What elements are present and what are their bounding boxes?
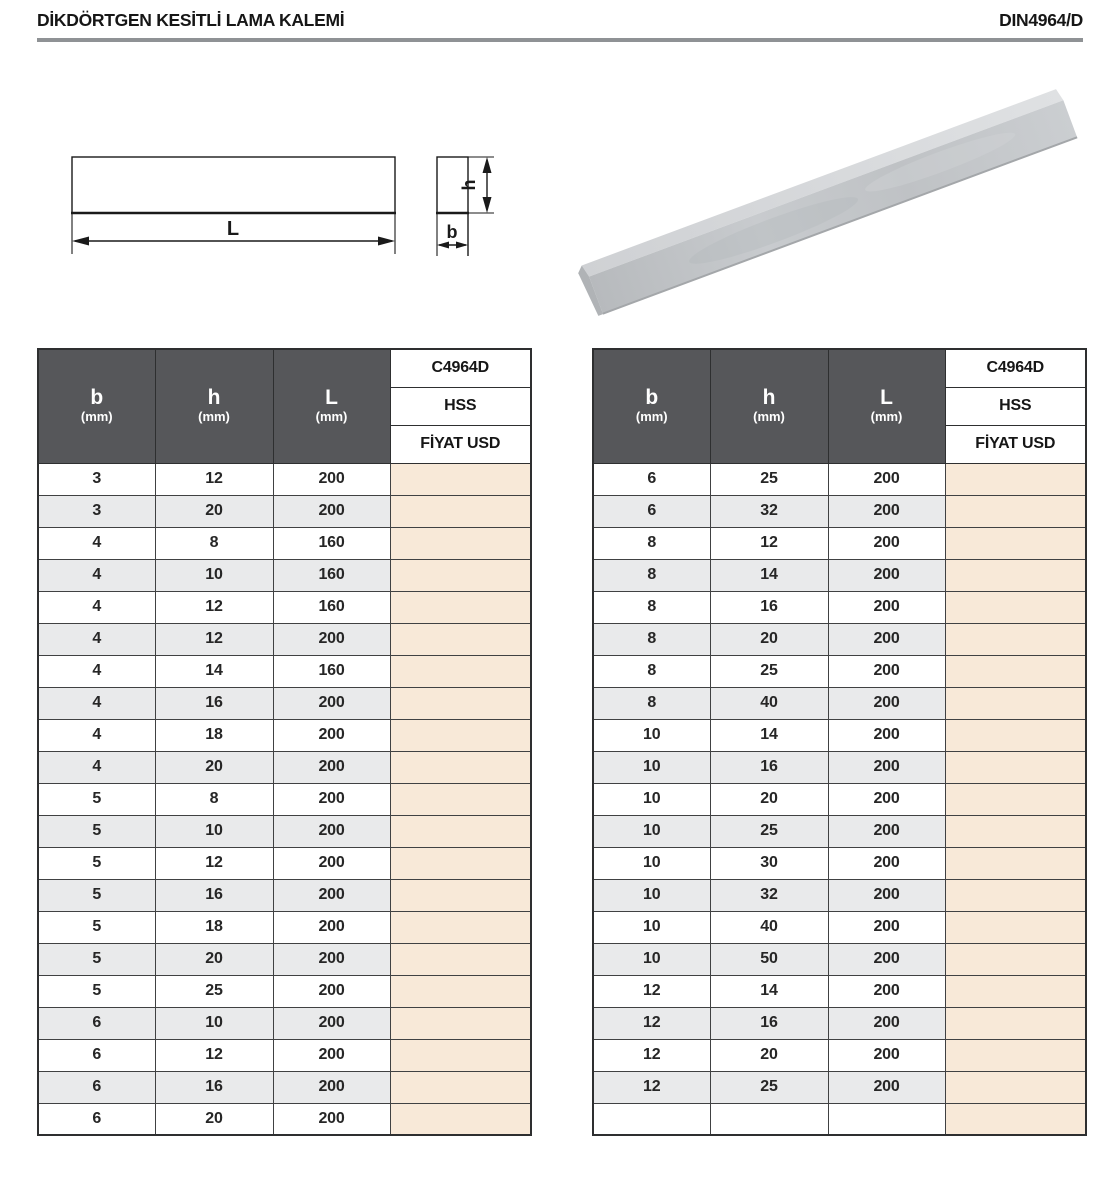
dimension-cell: 200 — [273, 1103, 390, 1135]
dimension-cell: 200 — [273, 847, 390, 879]
table-row — [38, 879, 531, 911]
price-cell — [390, 591, 531, 623]
price-cell — [390, 815, 531, 847]
dimension-cell: 4 — [38, 751, 155, 783]
dimension-cell: 200 — [828, 1071, 945, 1103]
dimension-cell: 20 — [155, 1103, 273, 1135]
table-row — [38, 623, 531, 655]
column-label-h: h — [762, 386, 776, 410]
table-row — [593, 751, 1086, 783]
price-cell — [945, 879, 1086, 911]
price-cell — [945, 815, 1086, 847]
dimension-cell: 16 — [710, 591, 828, 623]
dimension-cell: 200 — [273, 495, 390, 527]
price-usd-label: FİYAT USD — [390, 425, 531, 463]
price-cell — [390, 751, 531, 783]
price-cell — [945, 1039, 1086, 1071]
dimension-cell: 30 — [710, 847, 828, 879]
price-cell — [390, 847, 531, 879]
table-row — [38, 1103, 531, 1135]
table-row — [593, 879, 1086, 911]
price-cell — [390, 719, 531, 751]
column-label-b: b — [90, 386, 104, 410]
dimension-cell: 200 — [273, 911, 390, 943]
price-cell — [945, 559, 1086, 591]
column-header-b — [38, 349, 155, 463]
price-cell — [945, 623, 1086, 655]
dimension-cell: 4 — [38, 527, 155, 559]
dimension-cell: 20 — [155, 943, 273, 975]
dimension-cell: 25 — [710, 463, 828, 495]
dim-label-b: b — [446, 222, 458, 242]
dimension-cell: 50 — [710, 943, 828, 975]
table-row — [593, 527, 1086, 559]
dimension-cell: 8 — [593, 623, 710, 655]
dimension-cell: 160 — [273, 527, 390, 559]
dimension-cell: 200 — [828, 1039, 945, 1071]
column-unit-L: (mm) — [315, 409, 348, 425]
table-row — [38, 591, 531, 623]
dimension-cell: 200 — [273, 943, 390, 975]
dimension-cell: 200 — [828, 463, 945, 495]
price-cell — [945, 591, 1086, 623]
dimension-cell: 16 — [155, 879, 273, 911]
dimension-cell: 200 — [828, 879, 945, 911]
table-row — [38, 527, 531, 559]
table-row — [38, 783, 531, 815]
dimension-cell: 8 — [593, 527, 710, 559]
dimension-cell: 6 — [38, 1007, 155, 1039]
column-header-L — [828, 349, 945, 463]
dimension-cell: 5 — [38, 879, 155, 911]
dimension-cell: 14 — [710, 975, 828, 1007]
price-cell — [390, 783, 531, 815]
dimension-cell: 200 — [273, 687, 390, 719]
dimension-cell: 20 — [155, 751, 273, 783]
dimension-cell: 5 — [38, 783, 155, 815]
dimension-cell: 160 — [273, 655, 390, 687]
dimension-cell: 8 — [155, 783, 273, 815]
dimension-cell: 200 — [273, 1007, 390, 1039]
dimension-cell: 160 — [273, 559, 390, 591]
dimension-cell: 8 — [593, 559, 710, 591]
table-row — [593, 1103, 1086, 1135]
dimension-cell: 160 — [273, 591, 390, 623]
table-row — [38, 1039, 531, 1071]
price-cell — [945, 1007, 1086, 1039]
price-cell — [390, 975, 531, 1007]
table-row — [593, 623, 1086, 655]
dimension-cell: 6 — [593, 463, 710, 495]
table-row — [593, 655, 1086, 687]
dimension-cell: 14 — [710, 559, 828, 591]
column-unit-b: (mm) — [80, 409, 113, 425]
dimension-cell: 200 — [273, 463, 390, 495]
dimension-cell: 10 — [155, 559, 273, 591]
dimension-cell: 32 — [710, 495, 828, 527]
standard-code: DIN4964/D — [999, 10, 1083, 30]
price-cell — [945, 911, 1086, 943]
dim-label-L: L — [226, 218, 240, 240]
dimension-cell: 10 — [593, 879, 710, 911]
dimension-cell: 5 — [38, 975, 155, 1007]
dimension-cell: 40 — [710, 687, 828, 719]
dimension-cell: 16 — [155, 687, 273, 719]
table-body — [38, 463, 531, 1135]
dimension-cell: 12 — [593, 1039, 710, 1071]
material-label: HSS — [390, 387, 531, 425]
price-cell — [945, 463, 1086, 495]
price-cell — [390, 1071, 531, 1103]
figure-area — [37, 42, 1083, 348]
price-cell — [390, 943, 531, 975]
price-cell — [945, 847, 1086, 879]
dimension-cell: 200 — [273, 1039, 390, 1071]
page-title: DİKDÖRTGEN KESİTLİ LAMA KALEMİ — [37, 10, 345, 30]
spec-table-right — [592, 348, 1087, 1136]
table-row — [593, 591, 1086, 623]
table-row — [38, 1071, 531, 1103]
dimension-cell: 200 — [828, 943, 945, 975]
dimension-cell: 200 — [828, 1007, 945, 1039]
dimension-cell: 8 — [593, 655, 710, 687]
table-row — [593, 783, 1086, 815]
column-label-L: L — [325, 386, 338, 410]
dimension-cell: 25 — [155, 975, 273, 1007]
dimension-cell: 200 — [273, 783, 390, 815]
price-cell — [390, 527, 531, 559]
price-cell — [945, 1071, 1086, 1103]
dimension-cell: 25 — [710, 655, 828, 687]
price-cell — [390, 463, 531, 495]
dimension-cell: 200 — [828, 783, 945, 815]
tool-bar-blank — [576, 88, 1077, 317]
price-cell — [945, 751, 1086, 783]
dimension-cell: 5 — [38, 911, 155, 943]
product-code: C4964D — [390, 349, 531, 387]
price-cell — [390, 1007, 531, 1039]
price-cell — [390, 623, 531, 655]
dimension-cell: 5 — [38, 815, 155, 847]
dimension-cell: 12 — [155, 463, 273, 495]
dimension-cell: 14 — [710, 719, 828, 751]
column-header-h — [710, 349, 828, 463]
price-cell — [945, 687, 1086, 719]
dimension-cell: 200 — [828, 751, 945, 783]
dimension-cell: 5 — [38, 943, 155, 975]
table-row — [593, 911, 1086, 943]
dimension-cell: 12 — [155, 1039, 273, 1071]
price-cell — [945, 719, 1086, 751]
table-row — [38, 975, 531, 1007]
dimension-cell: 200 — [273, 1071, 390, 1103]
price-cell — [945, 1103, 1086, 1135]
dimension-cell: 12 — [593, 1071, 710, 1103]
dimension-cell: 200 — [828, 975, 945, 1007]
price-cell — [390, 911, 531, 943]
dimension-cell: 200 — [273, 879, 390, 911]
dimension-cell: 5 — [38, 847, 155, 879]
dimension-cell: 20 — [710, 783, 828, 815]
price-cell — [390, 495, 531, 527]
dimension-cell: 3 — [38, 495, 155, 527]
price-cell — [945, 655, 1086, 687]
dimension-cell: 32 — [710, 879, 828, 911]
table-row — [593, 559, 1086, 591]
dimension-cell: 200 — [828, 559, 945, 591]
price-cell — [945, 975, 1086, 1007]
product-code: C4964D — [945, 349, 1086, 387]
dimension-cell: 6 — [38, 1039, 155, 1071]
dimension-cell: 200 — [828, 911, 945, 943]
page-header — [37, 0, 1083, 42]
column-unit-L: (mm) — [870, 409, 903, 425]
dimension-cell: 12 — [710, 527, 828, 559]
table-row — [38, 687, 531, 719]
dimension-cell: 16 — [155, 1071, 273, 1103]
table-header — [38, 349, 531, 463]
table-row — [38, 495, 531, 527]
technical-drawing — [37, 42, 537, 342]
dimension-cell: 10 — [155, 1007, 273, 1039]
dimension-cell: 8 — [155, 527, 273, 559]
table-row — [593, 815, 1086, 847]
dimension-cell: 10 — [593, 719, 710, 751]
dimension-cell: 10 — [593, 815, 710, 847]
dimension-cell: 6 — [38, 1071, 155, 1103]
dimension-cell: 4 — [38, 719, 155, 751]
dimension-cell: 200 — [273, 975, 390, 1007]
column-header-h — [155, 349, 273, 463]
dimension-cell: 200 — [828, 847, 945, 879]
dimension-cell: 4 — [38, 655, 155, 687]
table-row — [38, 911, 531, 943]
column-unit-h: (mm) — [198, 409, 230, 425]
table-row — [38, 559, 531, 591]
table-body — [593, 463, 1086, 1135]
column-header-L — [273, 349, 390, 463]
dimension-cell: 12 — [155, 623, 273, 655]
dimension-cell: 12 — [155, 591, 273, 623]
price-cell — [945, 943, 1086, 975]
dimension-cell: 4 — [38, 559, 155, 591]
table-row — [593, 975, 1086, 1007]
price-tables — [37, 348, 1083, 1136]
dimension-cell — [593, 1103, 710, 1135]
table-row — [593, 1007, 1086, 1039]
table-row — [593, 719, 1086, 751]
dimension-cell: 10 — [593, 783, 710, 815]
price-cell — [390, 879, 531, 911]
dimension-cell: 25 — [710, 815, 828, 847]
column-label-h: h — [207, 386, 221, 410]
dimension-cell: 10 — [155, 815, 273, 847]
dimension-cell: 200 — [273, 719, 390, 751]
price-usd-label: FİYAT USD — [945, 425, 1086, 463]
price-cell — [945, 527, 1086, 559]
dimension-cell: 20 — [710, 623, 828, 655]
dimension-cell: 40 — [710, 911, 828, 943]
table-row — [593, 463, 1086, 495]
dimension-cell: 4 — [38, 623, 155, 655]
price-cell — [390, 1039, 531, 1071]
table-row — [593, 943, 1086, 975]
table-row — [593, 1071, 1086, 1103]
column-unit-h: (mm) — [753, 409, 785, 425]
column-label-L: L — [880, 386, 893, 410]
dimension-cell: 200 — [828, 495, 945, 527]
table-row — [38, 463, 531, 495]
table-row — [38, 815, 531, 847]
table-row — [593, 847, 1086, 879]
dimension-cell: 16 — [710, 751, 828, 783]
dimension-cell: 12 — [155, 847, 273, 879]
dimension-cell: 200 — [828, 591, 945, 623]
dimension-cell: 25 — [710, 1071, 828, 1103]
dimension-cell: 20 — [710, 1039, 828, 1071]
dimension-cell — [828, 1103, 945, 1135]
dimension-cell: 10 — [593, 847, 710, 879]
dimension-cell: 200 — [828, 719, 945, 751]
column-unit-b: (mm) — [635, 409, 668, 425]
dimension-cell: 200 — [828, 527, 945, 559]
table-row — [38, 1007, 531, 1039]
dimension-cell: 10 — [593, 911, 710, 943]
dimension-cell: 8 — [593, 687, 710, 719]
product-photo — [557, 57, 1097, 347]
column-label-b: b — [645, 386, 659, 410]
price-cell — [390, 559, 531, 591]
table-row — [38, 847, 531, 879]
dimension-cell: 200 — [828, 687, 945, 719]
price-cell — [945, 495, 1086, 527]
spec-table-left — [37, 348, 532, 1136]
dimension-cell: 3 — [38, 463, 155, 495]
price-cell — [390, 655, 531, 687]
dim-label-h: h — [459, 179, 479, 191]
dimension-cell: 10 — [593, 751, 710, 783]
material-label: HSS — [945, 387, 1086, 425]
dimension-cell: 18 — [155, 719, 273, 751]
table-row — [38, 751, 531, 783]
price-cell — [390, 1103, 531, 1135]
dimension-cell: 200 — [828, 815, 945, 847]
dimension-cell: 14 — [155, 655, 273, 687]
price-cell — [390, 687, 531, 719]
table-row — [593, 495, 1086, 527]
dimension-cell: 16 — [710, 1007, 828, 1039]
price-cell — [945, 783, 1086, 815]
dimension-cell: 20 — [155, 495, 273, 527]
dimension-cell: 8 — [593, 591, 710, 623]
dimension-cell: 4 — [38, 591, 155, 623]
dimension-cell: 200 — [273, 815, 390, 847]
dimension-cell: 12 — [593, 1007, 710, 1039]
dimension-cell — [710, 1103, 828, 1135]
dimension-cell: 200 — [828, 623, 945, 655]
dimension-cell: 12 — [593, 975, 710, 1007]
dimension-cell: 18 — [155, 911, 273, 943]
dimension-cell: 10 — [593, 943, 710, 975]
table-row — [593, 687, 1086, 719]
table-row — [38, 719, 531, 751]
table-row — [38, 655, 531, 687]
dimension-cell: 200 — [828, 655, 945, 687]
table-row — [38, 943, 531, 975]
dimension-cell: 200 — [273, 751, 390, 783]
dimension-cell: 200 — [273, 623, 390, 655]
table-header — [593, 349, 1086, 463]
dimension-cell: 4 — [38, 687, 155, 719]
dimension-cell: 6 — [38, 1103, 155, 1135]
column-header-b — [593, 349, 710, 463]
table-row — [593, 1039, 1086, 1071]
dimension-cell: 6 — [593, 495, 710, 527]
